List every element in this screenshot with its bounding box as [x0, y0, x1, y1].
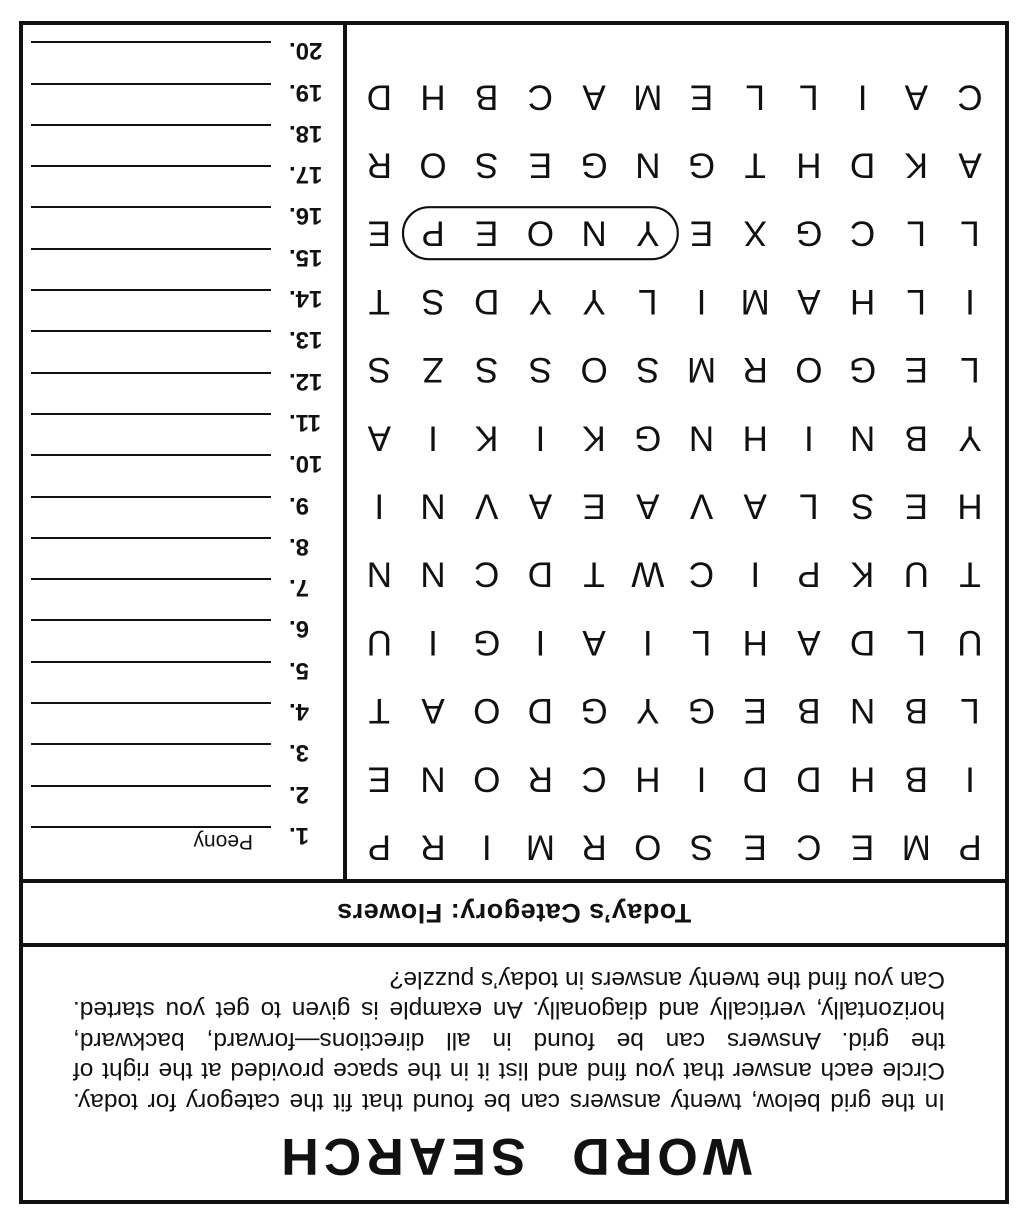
answer-number: 15. — [289, 243, 323, 271]
grid-letter[interactable]: B — [904, 759, 928, 799]
grid-letter[interactable]: G — [473, 622, 501, 662]
answer-number: 17. — [289, 161, 323, 189]
grid-letter[interactable]: H — [957, 486, 983, 526]
grid-letter[interactable]: I — [642, 622, 653, 662]
grid-letter[interactable]: R — [527, 759, 554, 799]
grid-letter[interactable]: T — [959, 554, 981, 594]
answer-number: 14. — [289, 285, 323, 313]
grid-letter[interactable]: I — [857, 77, 868, 117]
grid-letter[interactable]: G — [687, 145, 716, 185]
grid-letter[interactable]: O — [580, 350, 608, 390]
answer-number: 9. — [289, 491, 310, 519]
grid-letter[interactable]: N — [366, 554, 392, 594]
grid-letter[interactable]: H — [742, 622, 768, 662]
grid-letter[interactable]: C — [581, 759, 607, 799]
grid-letter[interactable]: L — [745, 77, 765, 117]
grid-letter[interactable]: G — [795, 213, 823, 253]
grid-letter[interactable]: B — [904, 691, 928, 731]
grid-letter[interactable]: I — [428, 418, 438, 458]
grid-letter[interactable]: R — [366, 145, 392, 185]
grid-letter[interactable]: C — [527, 77, 554, 117]
grid-letter[interactable]: H — [635, 759, 661, 799]
grid-letter[interactable]: L — [799, 77, 819, 117]
grid-letter[interactable]: M — [740, 281, 770, 321]
grid-letter[interactable]: N — [420, 554, 446, 594]
grid-letter[interactable]: A — [743, 486, 767, 526]
grid-letter[interactable]: M — [901, 827, 931, 867]
grid-letter[interactable]: O — [419, 145, 447, 185]
grid-letter[interactable]: S — [475, 350, 499, 390]
grid-letter[interactable]: D — [366, 77, 392, 117]
answer-line[interactable] — [31, 826, 271, 858]
grid-letter[interactable]: L — [638, 281, 658, 321]
answer-line[interactable] — [31, 372, 271, 404]
grid-letter[interactable]: N — [849, 691, 876, 731]
answer-number: 6. — [289, 615, 310, 643]
answer-line[interactable] — [31, 124, 271, 156]
answer-number: 11. — [289, 409, 322, 436]
answer-number: 16. — [289, 202, 323, 230]
grid-letter[interactable]: Y — [958, 418, 982, 458]
grid-letter[interactable]: S — [367, 350, 391, 390]
grid-letter[interactable]: P — [797, 554, 821, 594]
grid-letter[interactable]: K — [582, 418, 606, 458]
grid-letter[interactable]: A — [958, 145, 982, 185]
grid-letter[interactable]: I — [965, 281, 975, 321]
grid-letter[interactable]: G — [580, 145, 608, 185]
grid-letter[interactable]: P — [367, 827, 391, 867]
grid-letter[interactable]: L — [906, 281, 927, 321]
grid-letter[interactable]: N — [420, 486, 446, 526]
grid-letter[interactable]: L — [906, 213, 927, 253]
grid-letter[interactable]: E — [743, 827, 767, 867]
answer-line[interactable] — [31, 785, 271, 817]
grid-letter[interactable]: E — [689, 77, 714, 117]
grid-letter[interactable]: A — [797, 622, 821, 662]
category-label: Today’s Category: Flowers — [23, 879, 1005, 943]
grid-letter[interactable]: I — [696, 281, 707, 321]
answer-number: 20. — [289, 37, 323, 65]
grid-letter[interactable]: I — [481, 827, 492, 867]
answer-list — [23, 25, 343, 879]
grid-letter[interactable]: R — [742, 350, 768, 390]
grid-letter[interactable]: H — [420, 77, 446, 117]
answer-row — [23, 118, 343, 159]
grid-letter[interactable]: A — [582, 622, 606, 662]
answer-number: 1. — [289, 822, 310, 849]
grid-letter[interactable]: H — [796, 145, 822, 185]
grid-letter[interactable]: D — [742, 759, 768, 799]
answer-line[interactable] — [31, 41, 271, 73]
grid-letter[interactable]: E — [582, 486, 606, 526]
grid-letter[interactable]: H — [849, 281, 876, 321]
answer-line[interactable] — [31, 743, 271, 775]
grid-letter[interactable]: X — [743, 213, 767, 253]
answer-row — [23, 737, 343, 778]
grid-letter[interactable]: A — [636, 486, 660, 526]
answer-line[interactable] — [31, 413, 271, 445]
grid-letter[interactable]: E — [367, 213, 391, 253]
answer-line[interactable] — [31, 207, 271, 239]
answer-number: 10. — [289, 450, 323, 478]
grid-letter[interactable]: S — [475, 145, 499, 185]
grid-letter[interactable]: S — [850, 486, 875, 526]
answer-line[interactable] — [31, 537, 271, 569]
grid-letter[interactable]: E — [528, 145, 553, 185]
answer-text: Peony — [193, 830, 253, 853]
answer-number: 19. — [289, 78, 323, 106]
grid-letter[interactable]: G — [580, 691, 608, 731]
grid-letter[interactable]: D — [849, 145, 876, 185]
puzzle-header — [23, 943, 1005, 1200]
grid-letter[interactable]: U — [366, 622, 392, 662]
answer-number: 4. — [289, 698, 310, 726]
grid-letter[interactable]: C — [957, 77, 983, 117]
grid-letter[interactable]: T — [368, 691, 390, 731]
answer-line[interactable] — [31, 248, 271, 280]
grid-letter[interactable]: W — [631, 554, 665, 594]
grid-letter[interactable]: E — [850, 827, 875, 867]
grid-letter[interactable]: I — [696, 759, 707, 799]
answer-line[interactable] — [31, 330, 271, 362]
grid-letter[interactable]: O — [634, 827, 662, 867]
grid-letter[interactable]: A — [797, 281, 821, 321]
grid-letter[interactable]: L — [960, 691, 980, 731]
answer-row — [23, 779, 343, 820]
grid-letter[interactable]: M — [633, 77, 663, 117]
answer-line[interactable] — [31, 620, 271, 652]
grid-letter[interactable]: S — [528, 350, 553, 390]
answer-row — [23, 490, 343, 531]
grid-letter[interactable]: T — [744, 145, 766, 185]
answer-row — [23, 201, 343, 242]
grid-letter[interactable]: I — [965, 759, 975, 799]
grid-letter[interactable]: C — [474, 554, 500, 594]
grid-letter[interactable]: S — [689, 827, 714, 867]
grid-letter[interactable]: N — [688, 418, 715, 458]
answer-line[interactable] — [31, 165, 271, 197]
answer-row — [23, 820, 343, 861]
puzzle-instructions: In the grid below, twenty answers can be found that fit the category for today. Circle each answer that you find and list it in the space provided at the right of the grid. Answers can be found in all directions—forward, backward, horizontally, vertically and diagonally. An example is given to get you started. Can you find the twenty answers in today’s puzzle? — [73, 966, 945, 1115]
answer-number: 8. — [289, 532, 310, 560]
grid-letter[interactable]: Z — [422, 350, 444, 390]
answer-number: 13. — [289, 326, 323, 354]
grid-letter[interactable]: T — [368, 281, 390, 321]
answer-row — [23, 242, 343, 283]
answer-row — [23, 324, 343, 365]
letter-grid — [343, 25, 1005, 879]
grid-letter[interactable]: S — [636, 350, 660, 390]
grid-letter[interactable]: I — [535, 622, 546, 662]
grid-letter[interactable]: R — [581, 827, 607, 867]
grid-letter[interactable]: H — [742, 418, 768, 458]
grid-letter[interactable]: A — [904, 77, 928, 117]
grid-letter[interactable]: E — [475, 213, 499, 253]
grid-letter[interactable]: G — [848, 350, 877, 390]
answer-number: 5. — [289, 656, 310, 684]
grid-letter[interactable]: E — [743, 691, 767, 731]
grid-letter[interactable]: Y — [528, 281, 553, 321]
grid-letter[interactable]: C — [688, 554, 715, 594]
grid-letter[interactable]: A — [582, 77, 606, 117]
grid-letter[interactable]: V — [689, 486, 714, 526]
grid-letter[interactable]: L — [691, 622, 712, 662]
grid-letter[interactable]: N — [635, 145, 661, 185]
grid-letter[interactable]: H — [849, 759, 876, 799]
answer-number: 7. — [289, 574, 310, 602]
grid-letter[interactable]: L — [906, 622, 927, 662]
grid-letter[interactable]: I — [374, 486, 385, 526]
grid-letter[interactable]: O — [473, 759, 501, 799]
grid-letter[interactable]: A — [421, 691, 445, 731]
grid-letter[interactable]: U — [903, 554, 929, 594]
grid-letter[interactable]: L — [960, 350, 980, 390]
answer-number: 18. — [289, 119, 323, 147]
grid-letter[interactable]: E — [904, 350, 928, 390]
answer-row — [23, 696, 343, 737]
grid-letter[interactable]: D — [849, 622, 876, 662]
answer-row — [23, 159, 343, 200]
grid-letter[interactable]: I — [535, 418, 546, 458]
grid-letter[interactable]: I — [804, 418, 814, 458]
grid-letter[interactable]: B — [904, 418, 928, 458]
answer-line[interactable] — [31, 702, 271, 734]
grid-letter[interactable]: N — [420, 759, 446, 799]
answer-row — [23, 407, 343, 448]
answer-row — [23, 572, 343, 613]
grid-letter[interactable]: D — [527, 554, 554, 594]
answer-line[interactable] — [31, 496, 271, 528]
grid-letter[interactable]: L — [799, 486, 819, 526]
grid-letter[interactable]: G — [687, 691, 716, 731]
grid-letter[interactable]: C — [796, 827, 822, 867]
answer-line[interactable] — [31, 454, 271, 486]
answer-line[interactable] — [31, 661, 271, 693]
grid-letter[interactable]: A — [528, 486, 553, 526]
grid-letter[interactable]: M — [686, 350, 717, 390]
grid-letter[interactable]: E — [367, 759, 391, 799]
answer-row — [23, 77, 343, 118]
grid-letter[interactable]: Y — [636, 691, 660, 731]
grid-letter[interactable]: V — [475, 486, 499, 526]
answer-line[interactable] — [31, 578, 271, 610]
grid-letter[interactable]: K — [850, 554, 875, 594]
grid-letter[interactable]: K — [904, 145, 928, 185]
grid-letter[interactable]: M — [525, 827, 555, 867]
grid-letter[interactable]: I — [750, 554, 761, 594]
answer-row — [23, 531, 343, 572]
letter-grid-svg — [347, 25, 1005, 879]
grid-letter[interactable]: B — [475, 77, 499, 117]
answer-line[interactable] — [31, 289, 271, 321]
answer-number: 3. — [289, 739, 310, 767]
grid-letter[interactable]: O — [795, 350, 823, 390]
grid-letter[interactable]: K — [475, 418, 499, 458]
grid-letter[interactable]: G — [634, 418, 662, 458]
answer-line[interactable] — [31, 83, 271, 115]
grid-letter[interactable]: T — [583, 554, 605, 594]
grid-letter[interactable]: A — [367, 418, 391, 458]
grid-letter[interactable]: D — [527, 691, 554, 731]
grid-letter[interactable]: N — [581, 213, 607, 253]
answer-number: 12. — [289, 367, 323, 395]
answer-row — [23, 448, 343, 489]
grid-letter[interactable]: O — [526, 213, 555, 253]
grid-letter[interactable]: Y — [582, 281, 606, 321]
grid-letter[interactable]: O — [473, 691, 501, 731]
puzzle-frame — [19, 21, 1009, 1204]
puzzle-title: WORD SEARCH — [276, 1127, 752, 1185]
grid-letter[interactable]: L — [960, 213, 980, 253]
grid-letter[interactable]: B — [797, 691, 821, 731]
grid-letter[interactable]: R — [420, 827, 446, 867]
answer-row — [23, 283, 343, 324]
grid-letter[interactable]: I — [428, 622, 438, 662]
answer-row — [23, 35, 343, 76]
grid-letter[interactable]: D — [474, 281, 500, 321]
grid-letter[interactable]: E — [689, 213, 714, 253]
grid-letter[interactable]: C — [849, 213, 876, 253]
answer-row — [23, 655, 343, 696]
grid-letter[interactable]: P — [421, 213, 445, 253]
grid-letter[interactable]: Y — [636, 213, 660, 253]
answer-row — [23, 614, 343, 655]
answer-row — [23, 366, 343, 407]
grid-letter[interactable]: N — [849, 418, 876, 458]
answer-number: 2. — [289, 780, 310, 808]
grid-letter[interactable]: S — [421, 281, 445, 321]
grid-letter[interactable]: D — [796, 759, 822, 799]
grid-letter[interactable]: P — [958, 827, 982, 867]
grid-letter[interactable]: E — [904, 486, 928, 526]
grid-letter[interactable]: U — [957, 622, 983, 662]
